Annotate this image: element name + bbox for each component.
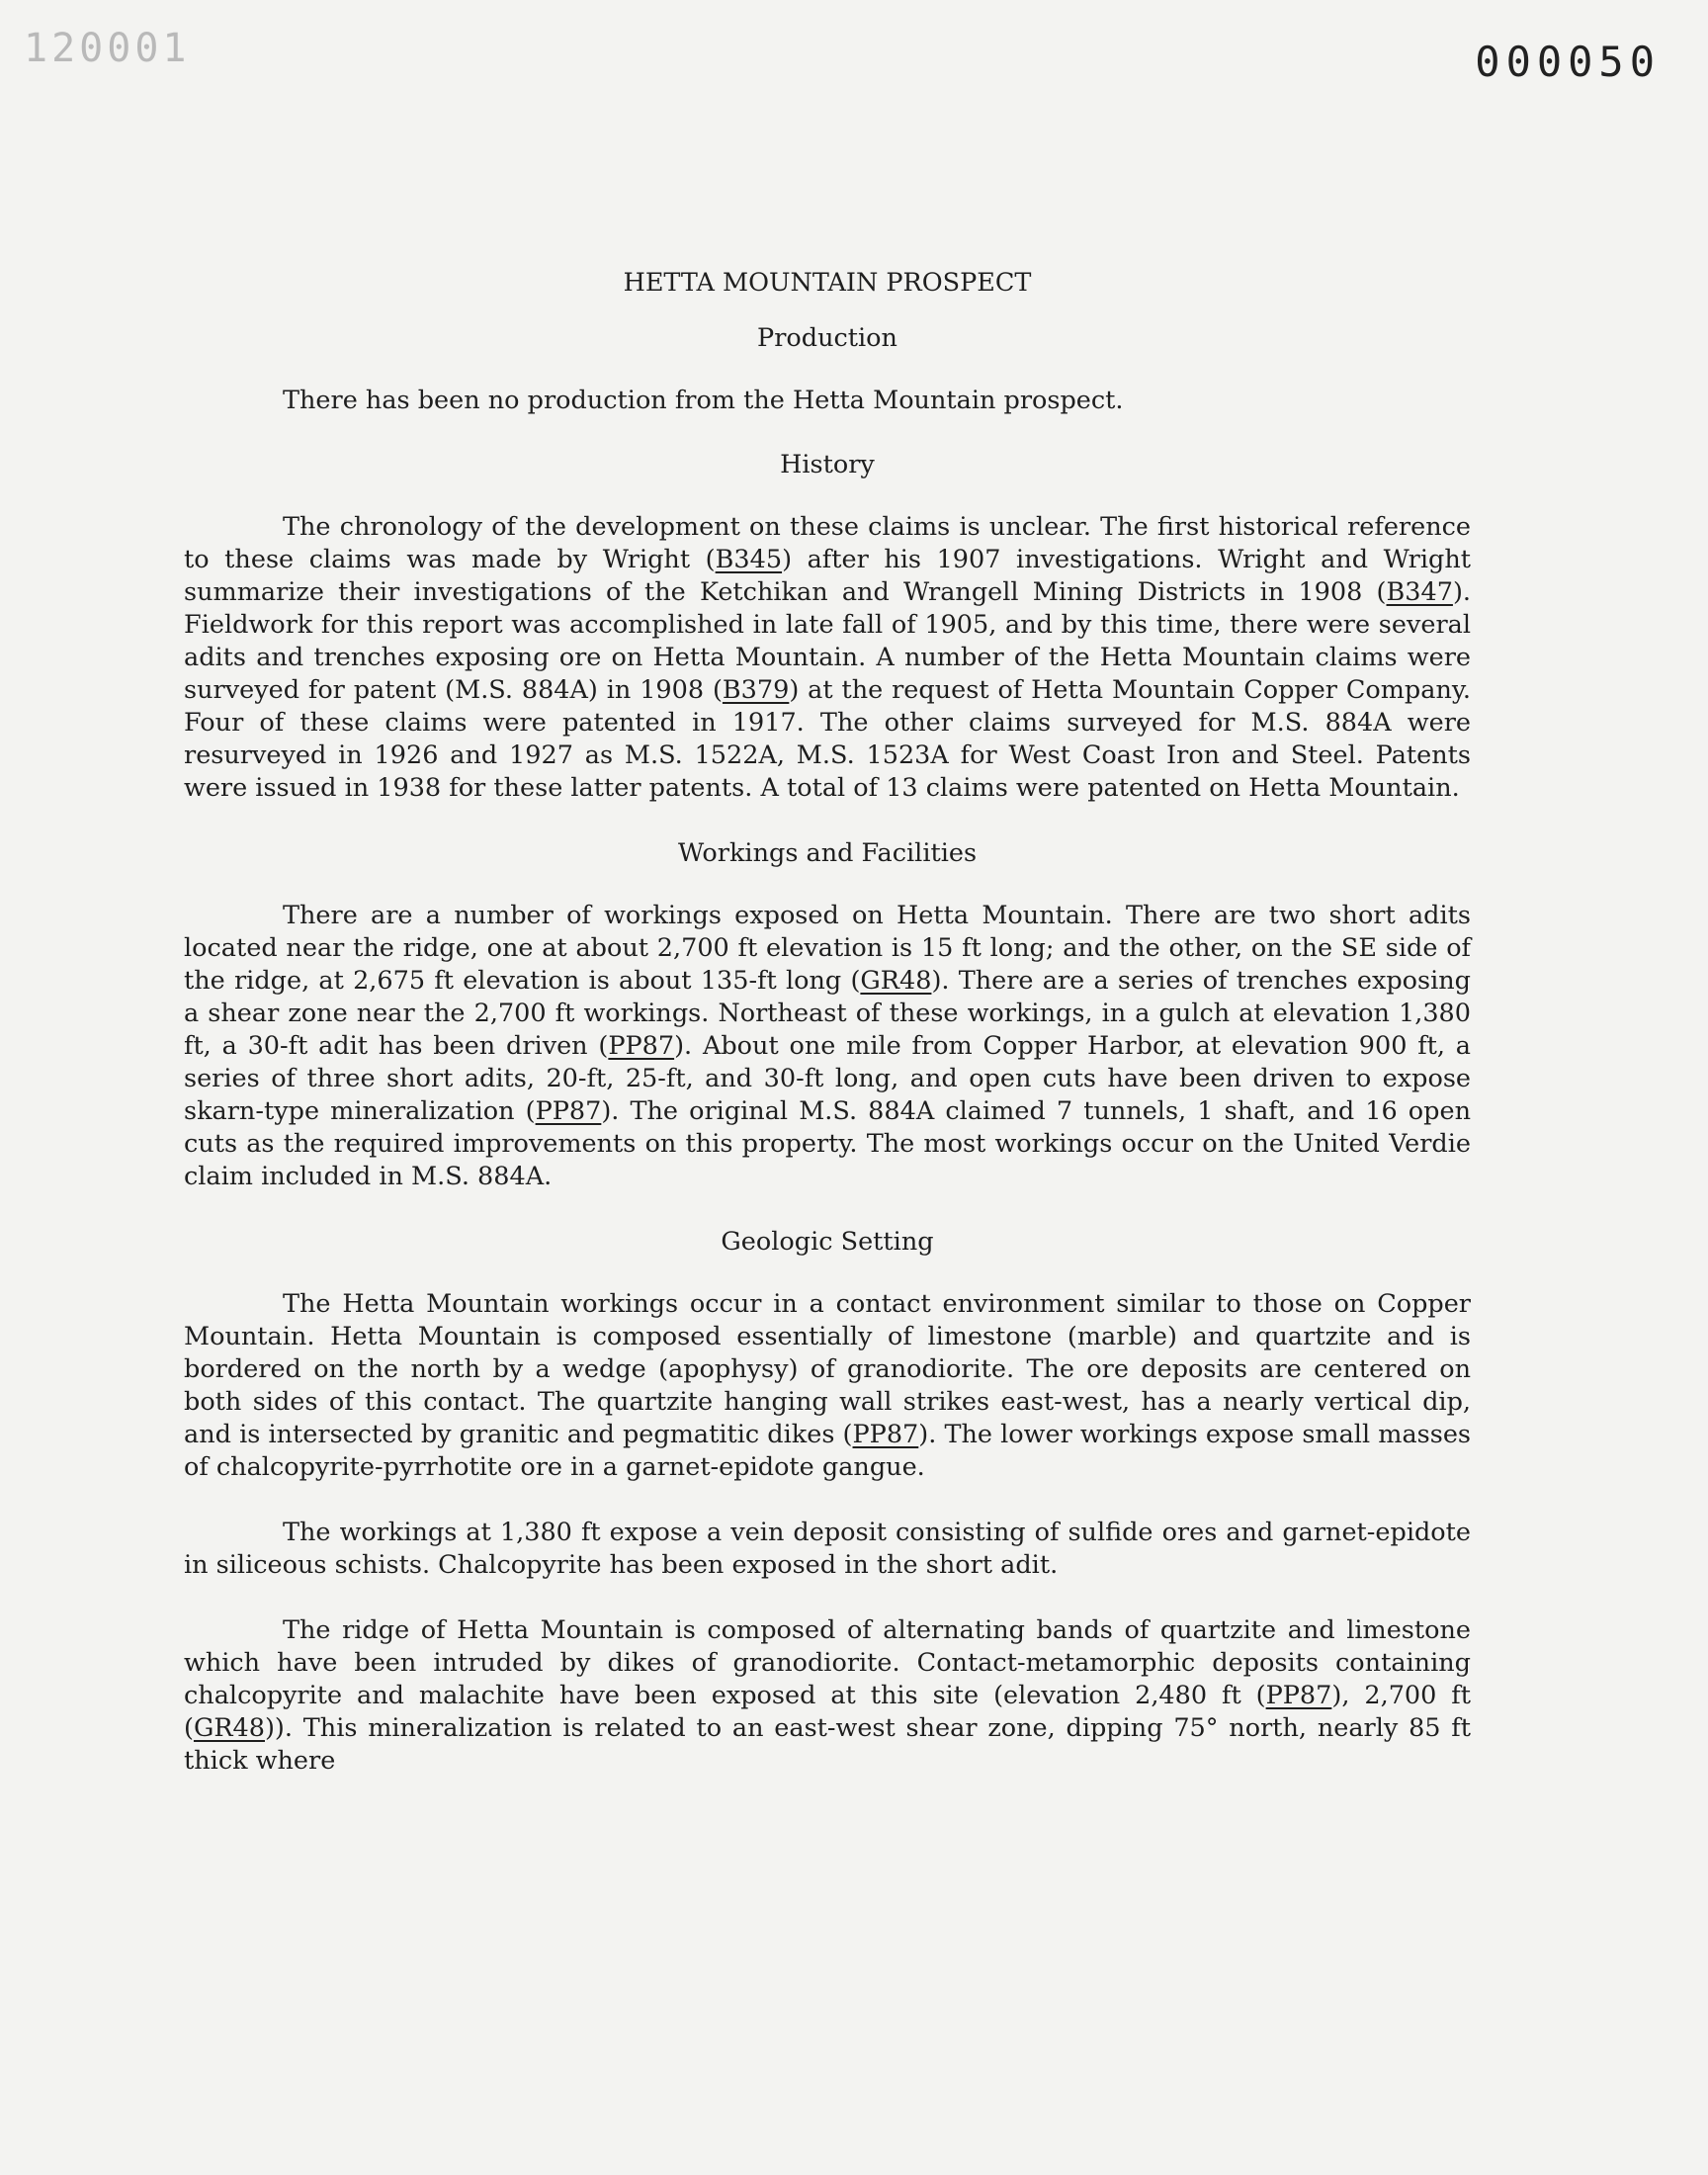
text-run: ). The lower workings expose small masses of chalcopyrite-pyrrhotite ore in a garnet-epidote gangue. — [184, 1420, 1471, 1482]
text-run: ). The original M.S. 884A claimed 7 tunnels, 1 shaft, and 16 open cuts as the required improvements on this property. The most workings occur on the United Verdie claim included in M.S. 884A. — [184, 1096, 1471, 1191]
workings-paragraph — [184, 900, 1471, 1193]
text-run: )). This mineralization is related to an east-west shear zone, dipping 75° north, nearly 85 ft thick where — [184, 1713, 1471, 1776]
geology-paragraph-3 — [184, 1614, 1471, 1778]
text-run: ), 2,700 ft ( — [184, 1681, 1471, 1743]
geology-paragraph-1 — [184, 1288, 1471, 1484]
text-run: ). About one mile from Copper Harbor, at elevation 900 ft, a series of three short adits, 20-ft, 25-ft, and 30-ft long, and open cuts have been driven to expose skarn-type mineralization ( — [184, 1031, 1471, 1126]
heading-geology: Geologic Setting — [721, 1227, 934, 1257]
text-run: The chronology of the development on these claims is unclear. The first historical reference to these claims was made by Wright ( — [184, 512, 1471, 574]
reference-link: PP87 — [852, 1420, 919, 1449]
reference-link: B379 — [722, 675, 790, 705]
heading-production: Production — [757, 323, 897, 353]
reference-link: B347 — [1386, 577, 1453, 607]
heading-history: History — [780, 450, 875, 479]
reference-link: B345 — [715, 545, 783, 574]
reference-link: PP87 — [1265, 1681, 1332, 1710]
text-run: ) at the request of Hetta Mountain Copper Company. Four of these claims were patented in 1917. The other claims surveyed for M.S. 884A were resurveyed in 1926 and 1927 as M.S. 1522A, M.S. 1523A for West Coast Iron and Steel. Patents were issued in 1938 for these latter patents. A total of 13 claims were patented on Hetta Mountain. — [184, 675, 1471, 803]
reference-link: PP87 — [535, 1096, 602, 1126]
faded-page-stamp: 120001 — [24, 26, 191, 71]
text-run: ) after his 1907 investigations. Wright and Wright summarize their investigations of the Ketchikan and Wrangell Mining Districts in 1908 ( — [184, 545, 1471, 607]
reference-link: GR48 — [860, 966, 932, 996]
page-stamp: 000050 — [1475, 38, 1661, 86]
document-title: HETTA MOUNTAIN PROSPECT — [623, 268, 1032, 298]
text-run: The Hetta Mountain workings occur in a contact environment similar to those on Copper Mountain. Hetta Mountain is composed essentially of limestone (marble) and quartzite and is bordered on the north by a wedge (apophysy) of granodiorite. The ore deposits are centered on both sides of this contact. The quartzite hanging wall strikes east-west, has a nearly vertical dip, and is intersected by granitic and pegmatitic dikes ( — [184, 1289, 1471, 1449]
text-run: ). There are a series of trenches exposing a shear zone near the 2,700 ft workings. Northeast of these workings, in a gulch at elevation 1,380 ft, a 30-ft adit has been driven ( — [184, 966, 1471, 1061]
history-paragraph — [184, 511, 1471, 805]
geology-paragraph-2: The workings at 1,380 ft expose a vein deposit consisting of sulfide ores and garnet-epidote in siliceous schists. Chalcopyrite has been exposed in the short adit. — [184, 1518, 1471, 1580]
production-paragraph: There has been no production from the Hetta Mountain prospect. — [283, 386, 1124, 415]
document-body — [184, 267, 1471, 1810]
heading-workings: Workings and Facilities — [677, 838, 978, 868]
reference-link: PP87 — [608, 1031, 675, 1061]
text-run: The ridge of Hetta Mountain is composed of alternating bands of quartzite and limestone which have been intruded by dikes of granodiorite. Contact-metamorphic deposits containing chalcopyrite and malachite have been exposed at this site (elevation 2,480 ft ( — [184, 1615, 1471, 1710]
reference-link: GR48 — [193, 1713, 265, 1743]
text-run: ). Fieldwork for this report was accomplished in late fall of 1905, and by this time, there were several adits and trenches exposing ore on Hetta Mountain. A number of the Hetta Mountain claims were surveyed for patent (M.S. 884A) in 1908 ( — [184, 577, 1471, 705]
text-run: There are a number of workings exposed on Hetta Mountain. There are two short adits located near the ridge, one at about 2,700 ft elevation is 15 ft long; and the other, on the SE side of the ridge, at 2,675 ft elevation is about 135-ft long ( — [184, 901, 1471, 996]
